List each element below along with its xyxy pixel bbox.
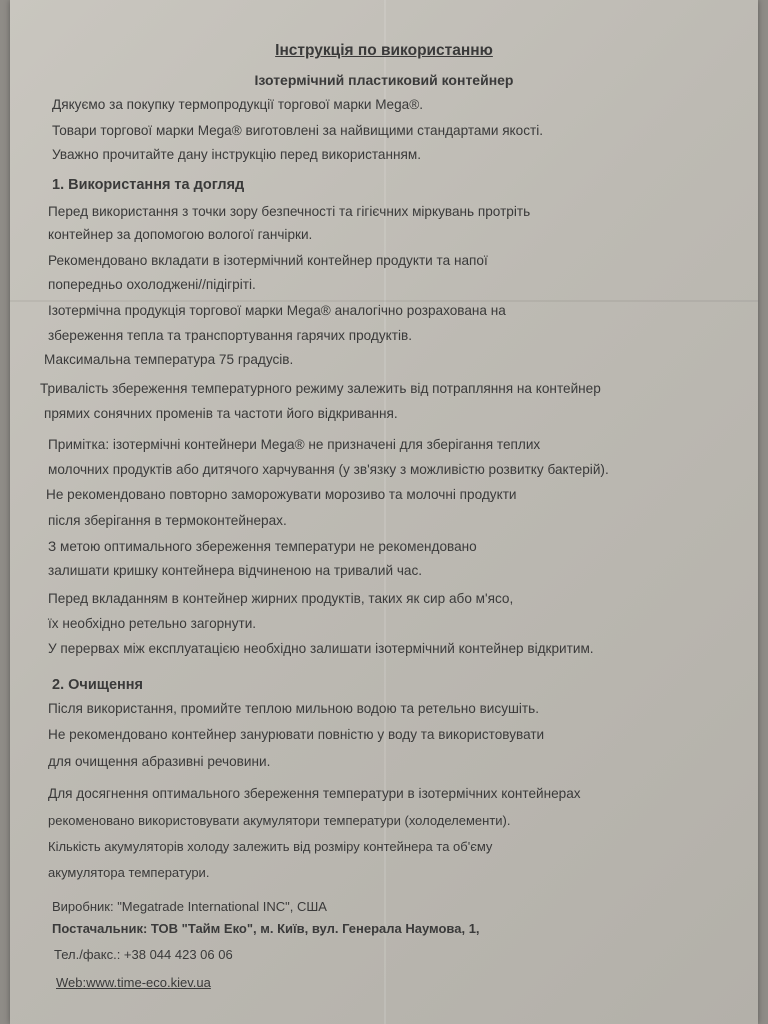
body-line: Рекомендовано вкладати в ізотермічний контейнер продукти та напої (48, 253, 488, 268)
phone-line: Тел./факс.: +38 044 423 06 06 (54, 947, 233, 962)
body-line: Перед вкладанням в контейнер жирних продуктів, таких як сир або м'ясо, (48, 591, 514, 606)
body-line: Ізотермічна продукція торгової марки Mega® аналогічно розрахована на (48, 303, 506, 318)
body-line: Не рекомендовано контейнер занурювати повністю у воду та використовувати (48, 727, 545, 742)
body-line: збереження тепла та транспортування гарячих продуктів. (48, 328, 413, 343)
body-line: попередньо охолоджені//підігріті. (48, 277, 256, 292)
manufacturer-line: Виробник: "Megatrade International INC", США (52, 899, 327, 914)
website-link[interactable]: Web:www.time-eco.kiev.ua (56, 975, 211, 990)
page-subtitle: Ізотермічний пластиковий контейнер (254, 72, 514, 88)
body-line: їх необхідно ретельно загорнути. (48, 616, 257, 631)
body-line: акумулятора температури. (48, 865, 210, 880)
body-line: рекоменовано використовувати акумулятори температури (холоделементи). (48, 813, 511, 828)
body-line: залишати кришку контейнера відчиненою на тривалий час. (48, 563, 423, 578)
note-line: Примітка: ізотермічні контейнери Mega® не призначені для зберігання теплих (48, 437, 541, 452)
body-line: Після використання, промийте теплою мильною водою та ретельно висушіть. (48, 701, 540, 716)
body-line: контейнер за допомогою вологої ганчірки. (48, 227, 313, 242)
body-line: прямих сонячних променів та частоти його відкривання. (44, 406, 398, 421)
body-line: Не рекомендовано повторно заморожувати морозиво та молочні продукти (46, 487, 517, 502)
section-heading: 1. Використання та догляд (52, 177, 245, 193)
note-line: молочних продуктів або дитячого харчування (у зв'язку з можливістю розвитку бактерій). (48, 462, 609, 477)
body-line: Максимальна температура 75 градусів. (44, 352, 294, 367)
body-line: Кількість акумуляторів холоду залежить від розміру контейнера та об'єму (48, 839, 493, 854)
page-title: Інструкція по використанню (275, 42, 493, 59)
section-heading: 2. Очищення (52, 677, 144, 693)
body-line: З метою оптимального збереження температури не рекомендовано (48, 539, 477, 554)
supplier-line: Постачальник: ТОВ "Тайм Еко", м. Київ, вул. Генерала Наумова, 1, (52, 921, 480, 936)
body-line: У перервах між експлуатацією необхідно залишати ізотермічний контейнер відкритим. (48, 641, 594, 656)
body-line: Перед використання з точки зору безпечності та гігієчних міркувань протріть (48, 204, 531, 219)
body-line: для очищення абразивні речовини. (48, 754, 271, 769)
body-line: Для досягнення оптимального збереження температури в ізотермічних контейнерах (48, 786, 581, 801)
instruction-sheet (10, 0, 758, 1024)
intro-line: Дякуємо за покупку термопродукції торгової марки Mega®. (52, 97, 424, 112)
body-line: після зберігання в термоконтейнерах. (48, 513, 287, 528)
body-line: Тривалість збереження температурного режиму залежить від потрапляння на контейнер (40, 381, 601, 396)
intro-line: Уважно прочитайте дану інструкцію перед використанням. (52, 147, 421, 162)
intro-line: Товари торгової марки Mega® виготовлені за найвищими стандартами якості. (52, 123, 544, 138)
